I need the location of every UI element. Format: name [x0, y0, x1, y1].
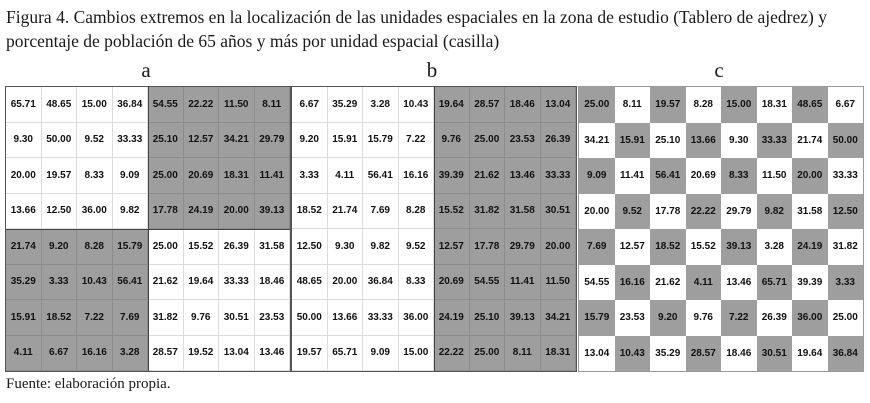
panel-c-label: c	[714, 58, 724, 82]
grid-cell: 9.30	[6, 123, 42, 159]
grid-cell: 3.28	[363, 87, 399, 123]
grid-cell: 20.00	[328, 265, 364, 301]
grid-cell: 3.33	[42, 265, 78, 301]
grid-cell: 13.46	[255, 336, 291, 372]
grid-cell: 20.69	[184, 158, 220, 194]
grid-cell: 15.00	[399, 336, 435, 372]
grid-cell: 3.28	[113, 336, 149, 372]
grid-cell: 31.82	[148, 300, 184, 336]
figure-caption: Figura 4. Cambios extremos en la localización de las unidades espaciales en la zona de estudio (Tablero de ajedrez) y porcentaje de población de 65 años y más por unidad espacial (casilla)	[6, 7, 827, 51]
grid-cell: 30.51	[541, 194, 577, 230]
grid-cell: 19.57	[650, 87, 686, 123]
grid-cell: 8.11	[622, 99, 642, 111]
grid-cell: 54.55	[470, 265, 506, 301]
grid-cell: 33.33	[113, 123, 149, 159]
grid-cell: 7.22	[399, 123, 435, 159]
grid-cell: 26.39	[219, 229, 255, 265]
grid-cell: 11.41	[255, 158, 291, 194]
grid-cell: 11.50	[762, 170, 787, 182]
grid-cell: 28.57	[686, 336, 722, 372]
grid-cell: 15.00	[721, 87, 757, 123]
grid-cell: 12.50	[42, 194, 78, 230]
grid-cell: 15.91	[328, 123, 364, 159]
grid-cell: 25.00	[470, 123, 506, 159]
grid-cell: 28.57	[148, 336, 184, 372]
grid-cell: 22.22	[184, 87, 220, 123]
grid-cell: 48.65	[792, 87, 828, 123]
grid-cell: 17.78	[148, 194, 184, 230]
grid-cell: 65.71	[328, 336, 364, 372]
grid-cell: 39.13	[721, 229, 757, 265]
grid-cell: 11.41	[505, 265, 541, 301]
grid-cell: 31.58	[505, 194, 541, 230]
grid-cell: 8.28	[693, 99, 713, 111]
grid-cell: 10.43	[77, 265, 113, 301]
grid-cell: 20.00	[541, 229, 577, 265]
grid-cell: 25.10	[655, 134, 681, 146]
grid-cell: 36.84	[113, 87, 149, 123]
divider-horizontal	[6, 229, 290, 230]
grid-cell: 8.33	[77, 158, 113, 194]
grid-cell: 18.52	[292, 194, 328, 230]
grid-cell: 34.21	[541, 300, 577, 336]
panel-b-label: b	[426, 58, 438, 82]
grid-cell: 19.64	[797, 347, 823, 359]
grid-cell: 25.00	[148, 229, 184, 265]
grid-cell: 20.00	[6, 158, 42, 194]
grid-cell: 9.82	[113, 194, 149, 230]
grid-cell: 22.22	[686, 194, 722, 230]
grid-cell: 9.52	[399, 229, 435, 265]
grid-cell: 9.30	[328, 229, 364, 265]
grid-cell: 15.79	[113, 229, 149, 265]
grid-cell: 12.57	[434, 229, 470, 265]
grid-cell: 7.69	[363, 194, 399, 230]
grid-cell: 12.57	[619, 241, 645, 253]
grid-cell: 29.79	[505, 229, 541, 265]
grid-cell: 29.79	[255, 123, 291, 159]
grid-cell: 29.79	[726, 205, 752, 217]
grid-cell: 31.58	[255, 229, 291, 265]
grid-cell: 26.39	[761, 312, 787, 324]
grid-cell: 35.29	[328, 87, 364, 123]
grid-cell: 7.69	[113, 300, 149, 336]
grid-cell: 13.46	[726, 276, 752, 288]
grid-cell: 19.52	[184, 336, 220, 372]
source-note: Fuente: elaboración propia.	[6, 376, 171, 392]
grid-cell: 15.79	[363, 123, 399, 159]
grid-cell: 20.00	[792, 158, 828, 194]
grid-cell: 35.29	[655, 347, 681, 359]
grid-cell: 24.19	[792, 229, 828, 265]
grid-cell: 9.20	[42, 229, 78, 265]
grid-cell: 16.16	[399, 158, 435, 194]
grid-cell: 15.52	[184, 229, 220, 265]
grid-cell: 20.00	[219, 194, 255, 230]
grid-cell: 15.52	[690, 241, 716, 253]
grid-cell: 9.20	[292, 123, 328, 159]
grid-cell: 9.52	[77, 123, 113, 159]
grid-cell: 7.22	[721, 300, 757, 336]
grid-cell: 21.62	[470, 158, 506, 194]
grid-cell: 36.84	[828, 336, 864, 372]
grid-cell: 17.78	[470, 229, 506, 265]
grid-cell: 17.78	[655, 205, 681, 217]
grid-cell: 50.00	[42, 123, 78, 159]
grid-cell: 8.11	[255, 87, 291, 123]
grid-cell: 8.28	[77, 229, 113, 265]
grid-cell: 50.00	[828, 123, 864, 159]
grid-cell: 21.62	[655, 276, 681, 288]
grid-cell: 8.33	[721, 158, 757, 194]
grid-cell: 39.13	[255, 194, 291, 230]
grid-cell: 28.57	[470, 87, 506, 123]
grid-cell: 54.55	[148, 87, 184, 123]
grid-cell: 13.04	[584, 347, 610, 359]
panel-a-grid	[5, 86, 291, 372]
panel-b-grid	[291, 86, 577, 372]
grid-cell: 18.46	[505, 87, 541, 123]
grid-cell: 16.16	[615, 265, 651, 301]
grid-cell: 56.41	[363, 158, 399, 194]
grid-cell: 19.64	[434, 87, 470, 123]
grid-cell: 3.33	[292, 158, 328, 194]
grid-cell: 8.28	[399, 194, 435, 230]
grid-cell: 11.50	[219, 87, 255, 123]
grid-cell: 15.91	[615, 123, 651, 159]
grid-cell: 19.64	[184, 265, 220, 301]
grid-cell: 15.52	[434, 194, 470, 230]
grid-cell: 18.31	[761, 99, 787, 111]
grid-cell: 12.57	[184, 123, 220, 159]
grid-cell: 39.39	[797, 276, 823, 288]
grid-cell: 50.00	[292, 300, 328, 336]
grid-cell: 9.30	[729, 134, 749, 146]
grid-cell: 13.66	[6, 194, 42, 230]
grid-cell: 18.52	[42, 300, 78, 336]
grid-cell: 24.19	[434, 300, 470, 336]
grid-cell: 18.31	[541, 336, 577, 372]
grid-cell: 31.82	[832, 241, 858, 253]
grid-cell: 20.00	[584, 205, 610, 217]
grid-cell: 39.13	[505, 300, 541, 336]
grid-cell: 24.19	[184, 194, 220, 230]
grid-cell: 21.74	[797, 134, 823, 146]
grid-cell: 9.09	[113, 158, 149, 194]
grid-cell: 65.71	[757, 265, 793, 301]
grid-cell: 21.74	[6, 229, 42, 265]
grid-cell: 8.11	[505, 336, 541, 372]
grid-cell: 36.00	[792, 300, 828, 336]
grid-cell: 48.65	[42, 87, 78, 123]
grid-cell: 8.33	[399, 265, 435, 301]
grid-cell: 19.57	[42, 158, 78, 194]
grid-cell: 13.66	[328, 300, 364, 336]
grid-cell: 33.33	[219, 265, 255, 301]
grid-cell: 23.53	[255, 300, 291, 336]
grid-cell: 4.11	[328, 158, 364, 194]
grid-cell: 11.41	[620, 170, 645, 182]
grid-cell: 36.84	[363, 265, 399, 301]
grid-cell: 25.00	[832, 312, 858, 324]
grid-cell: 15.91	[6, 300, 42, 336]
grid-cell: 9.09	[579, 158, 615, 194]
grid-cell: 33.33	[363, 300, 399, 336]
grid-cell: 12.50	[292, 229, 328, 265]
grid-cell: 13.04	[219, 336, 255, 372]
grid-cell: 25.00	[579, 87, 615, 123]
grid-cell: 33.33	[757, 123, 793, 159]
grid-cell: 34.21	[219, 123, 255, 159]
grid-cell: 48.65	[292, 265, 328, 301]
grid-cell: 39.39	[434, 158, 470, 194]
grid-cell: 13.04	[541, 87, 577, 123]
grid-cell: 7.22	[77, 300, 113, 336]
panel-a-label: a	[141, 58, 151, 82]
grid-cell: 4.11	[6, 336, 42, 372]
grid-cell: 21.74	[328, 194, 364, 230]
grid-cell: 6.67	[42, 336, 78, 372]
grid-cell: 18.31	[219, 158, 255, 194]
grid-cell: 6.67	[292, 87, 328, 123]
grid-cell: 9.82	[757, 194, 793, 230]
grid-cell: 30.51	[757, 336, 793, 372]
grid-cell: 9.09	[363, 336, 399, 372]
grid-cell: 9.76	[693, 312, 713, 324]
grid-cell: 25.10	[148, 123, 184, 159]
grid-cell: 25.00	[148, 158, 184, 194]
grid-cell: 20.69	[690, 170, 716, 182]
grid-cell: 12.50	[828, 194, 864, 230]
grid-cell: 18.46	[726, 347, 752, 359]
grid-cell: 31.58	[797, 205, 823, 217]
grid-cell: 6.67	[835, 99, 855, 111]
grid-cell: 33.33	[832, 170, 858, 182]
grid-cell: 65.71	[6, 87, 42, 123]
grid-cell: 26.39	[541, 123, 577, 159]
grid-cell: 10.43	[399, 87, 435, 123]
grid-cell: 25.00	[470, 336, 506, 372]
grid-cell: 9.76	[434, 123, 470, 159]
grid-cell: 13.46	[505, 158, 541, 194]
grid-cell: 13.66	[686, 123, 722, 159]
grid-cell: 25.10	[470, 300, 506, 336]
grid-cell: 11.50	[541, 265, 577, 301]
grid-cell: 23.53	[505, 123, 541, 159]
grid-cell: 15.00	[77, 87, 113, 123]
divider-vertical	[434, 87, 435, 371]
grid-cell: 3.28	[764, 241, 784, 253]
grid-cell: 30.51	[219, 300, 255, 336]
grid-cell: 9.20	[650, 300, 686, 336]
grid-cell: 15.79	[579, 300, 615, 336]
grid-cell: 19.57	[292, 336, 328, 372]
grid-cell: 36.00	[77, 194, 113, 230]
grid-cell: 56.41	[650, 158, 686, 194]
grid-cell: 33.33	[541, 158, 577, 194]
grid-cell: 18.46	[255, 265, 291, 301]
grid-cell: 9.76	[184, 300, 220, 336]
panel-c-grid	[578, 86, 864, 372]
grid-cell: 21.62	[148, 265, 184, 301]
grid-cell: 22.22	[434, 336, 470, 372]
grid-cell: 31.82	[470, 194, 506, 230]
grid-cell: 34.21	[584, 134, 610, 146]
grid-cell: 20.69	[434, 265, 470, 301]
grid-cell: 7.69	[579, 229, 615, 265]
grid-cell: 4.11	[686, 265, 722, 301]
grid-cell: 9.52	[615, 194, 651, 230]
grid-cell: 54.55	[584, 276, 610, 288]
grid-cell: 9.82	[363, 229, 399, 265]
grid-cell: 18.52	[650, 229, 686, 265]
grid-cell: 56.41	[113, 265, 149, 301]
grid-cell: 3.33	[828, 265, 864, 301]
grid-cell: 16.16	[77, 336, 113, 372]
grid-cell: 10.43	[615, 336, 651, 372]
grid-cell: 23.53	[619, 312, 645, 324]
grid-cell: 36.00	[399, 300, 435, 336]
grid-cell: 35.29	[6, 265, 42, 301]
